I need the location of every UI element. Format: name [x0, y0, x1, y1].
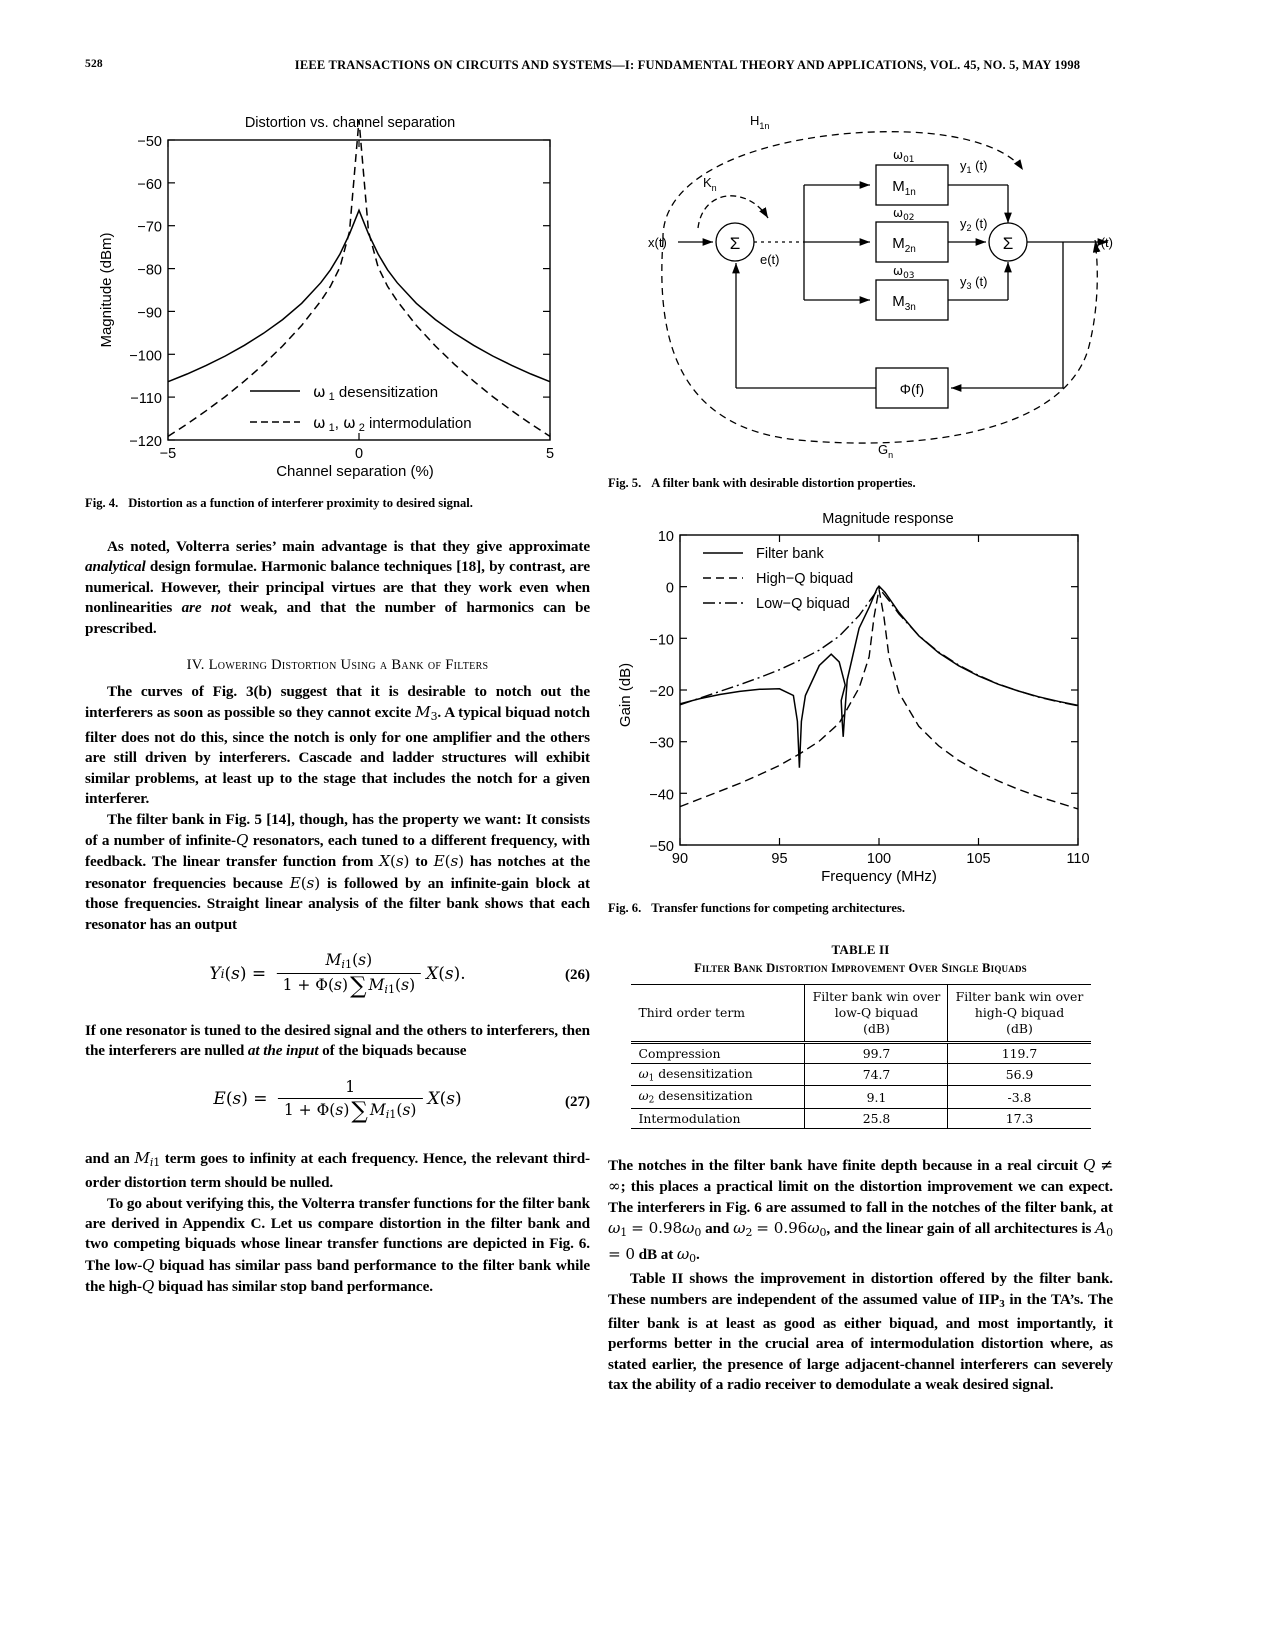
svg-text:−100: −100: [129, 348, 162, 365]
table-2-cell-lowq-1: 74.7: [805, 1064, 948, 1086]
journal-title: IEEE TRANSACTIONS ON CIRCUITS AND SYSTEMS—I: FUNDAMENTAL THEORY AND APPLICATIONS, VOL. 45, NO. 5, MAY 1998: [294, 58, 1081, 72]
fig6-series-low-q-biquad: [680, 588, 1078, 706]
svg-text:−50: −50: [649, 839, 674, 855]
table-2-header-high-q-l3: (dB): [1006, 1021, 1033, 1036]
fig4-ylabel: Magnitude (dBm): [98, 232, 115, 348]
fig5-label-y3: $y_3$ (t): [960, 274, 988, 291]
fig5-label-h1n: $H_{1n}$: [750, 113, 770, 131]
table-2-cell-highq-2: -3.8: [948, 1086, 1091, 1108]
table-2-cell-term-0: Compression: [631, 1043, 805, 1064]
table-2-header-low-q-l3: (dB): [863, 1021, 890, 1036]
fig6-xlabel: Frequency (MHz): [821, 868, 937, 885]
fig6-y-ticks: [680, 535, 1078, 845]
fig4-title: Distortion vs. channel separation: [244, 115, 456, 131]
svg-text:−120: −120: [129, 434, 162, 450]
svg-text:−90: −90: [137, 305, 162, 322]
fig5-block-m2n: [876, 222, 948, 262]
paragraph-5: and an $M_{i1}$ term goes to infinity at each frequency. Hence, the relevant third-order distortion term should be nulled.: [85, 1148, 590, 1192]
fig5-label-w02: $\omega_{02}$: [893, 206, 915, 223]
svg-text:0: 0: [354, 446, 364, 462]
svg-text:−40: −40: [649, 787, 674, 804]
svg-text:−80: −80: [137, 262, 162, 279]
fig6-x-ticklabels: [672, 851, 1090, 867]
svg-text:95: 95: [771, 851, 788, 867]
svg-text:−20: −20: [649, 684, 674, 700]
fig4-legend: [250, 383, 472, 434]
table-2: [631, 984, 1091, 1129]
table-2-header-low-q: [805, 985, 948, 1043]
table-2-cell-term-2: $\omega_2$ desensitization: [631, 1086, 805, 1108]
fig6-plot-frame: [680, 535, 1078, 845]
fig4-caption: [85, 495, 590, 511]
svg-text:−70: −70: [137, 219, 162, 236]
svg-text:5: 5: [545, 446, 555, 462]
fig6-caption-text: Transfer functions for competing architectures.: [651, 901, 906, 915]
paragraph-3: The filter bank in Fig. 5 [14], though, has the property we want: It consists of a number of infinite-Q resonators, each tuned to a different frequency, with feedback. The linear transfer function from X(s) to E(s) has notches at the resonator frequencies because E(s) is followed by an infinite-gain block at those frequencies. Straight linear analysis of the filter bank shows that each resonator has an output: [85, 810, 590, 933]
table-2-header-low-q-l1: Filter bank win over: [812, 989, 941, 1004]
fig5-sum-symbol-2: Σ: [1002, 234, 1014, 253]
table-2-cell-term-1: $\omega_1$ desensitization: [631, 1064, 805, 1086]
fig4-legend-label-1: ω $_1$ desensitization: [313, 383, 439, 403]
right-column: [608, 110, 1113, 1396]
table-2-header-low-q-l2: low-Q biquad: [834, 1005, 919, 1020]
table-row: [631, 1108, 1091, 1128]
fig6-series-filter-bank: [680, 586, 1078, 768]
fig6-title: Magnitude response: [822, 511, 954, 527]
table-2-cell-term-3: Intermodulation: [631, 1108, 805, 1128]
fig6-y-ticklabels: [649, 529, 674, 855]
paragraph-2: The curves of Fig. 3(b) suggest that it is desirable to notch out the interferers as soon as possible so they cannot excite $M_3$. A typical biquad notch filter does not do this, since the notch is only for one amplifier and the others are still driven by interferers. Cascade and ladder structures will exhibit similar problems, at least up to the stage that includes the notch for a given interferer.: [85, 683, 590, 808]
fig5-block-label-m2n: $M_{2n}$: [892, 235, 916, 255]
fig4-caption-text: Distortion as a function of interferer proximity to desired signal.: [128, 496, 473, 510]
fig6-legend-label-filter-bank: Filter bank: [756, 546, 824, 562]
table-2-header-row: [631, 985, 1091, 1043]
equation-27: [85, 1076, 590, 1134]
fig4-chart: [85, 110, 585, 480]
fig5-label-gn: $G_n$: [878, 442, 894, 460]
fig5-label-y1: $y_1$ (t): [960, 158, 988, 175]
svg-text:110: 110: [1066, 851, 1090, 867]
fig5-block-label-m1n: $M_{1n}$: [892, 178, 916, 198]
fig6-caption: [608, 900, 1113, 916]
svg-text:10: 10: [657, 529, 674, 545]
fig5-label-kn: $K_n$: [703, 175, 717, 193]
fig4-caption-label: Fig. 4.: [85, 496, 119, 510]
fig5-caption-text: A filter bank with desirable distortion properties.: [651, 476, 916, 490]
svg-text:−10: −10: [649, 632, 674, 649]
paragraph-8: Table II shows the improvement in distortion offered by the filter bank. These numbers are independent of the assumed value of $IIP_3$ in the TA’s. The filter bank is at least as good as either biquad, and most importantly, it performs better in the crucial area of intermodulation distortion where, as stated earlier, the presence of large adjacent-channel interferers can severely tax the ability of a radio receiver to demodulate a weak desired signal.: [608, 1270, 1113, 1394]
table-row: [631, 1043, 1091, 1064]
fig6-legend-label-low-q: Low−Q biquad: [756, 596, 850, 612]
equation-26: [85, 949, 590, 1007]
fig5-block-m1n: [876, 165, 948, 205]
fig5-label-xt: x(t): [648, 235, 667, 250]
svg-text:−60: −60: [137, 176, 162, 193]
fig4-legend-label-2: ω $_1$, ω $_2$ intermodulation: [313, 414, 472, 434]
figure-6: [608, 505, 1113, 916]
svg-text:−110: −110: [130, 391, 162, 408]
svg-text:−5: −5: [159, 446, 177, 462]
fig4-xlabel: Channel separation (%): [276, 463, 434, 480]
table-2-cell-highq-1: 56.9: [948, 1064, 1091, 1086]
svg-text:100: 100: [866, 851, 892, 867]
table-2-cell-lowq-2: 9.1: [805, 1086, 948, 1108]
table-2-block: [608, 942, 1113, 1129]
fig4-x-ticklabels: [160, 446, 554, 462]
svg-text:−50: −50: [137, 134, 162, 150]
svg-text:0: 0: [665, 580, 674, 597]
svg-text:105: 105: [966, 851, 991, 867]
table-2-cell-highq-0: 119.7: [948, 1043, 1091, 1064]
table-2-subtitle: Filter Bank Distortion Improvement Over Single Biquads: [694, 961, 1027, 975]
svg-text:90: 90: [671, 851, 689, 867]
section-heading-4: IV. Lowering Distortion Using a Bank of Filters: [186, 657, 489, 674]
equation-26-number: (26): [565, 966, 590, 983]
figure-5: [608, 110, 1113, 491]
paragraph-1: As noted, Volterra series’ main advantage is that they give approximate analytical design formulae. Harmonic balance techniques [18], by contrast, are numerical. However, their principal virtues are that they work even when nonlinearities are not weak, and that the number of harmonics can be prescribed.: [85, 538, 590, 637]
table-2-cell-highq-3: 17.3: [948, 1108, 1091, 1128]
paragraph-7: The notches in the filter bank have finite depth because in a real circuit Q ≠ ∞; this places a practical limit on the distortion improvement we can expect. The interferers in Fig. 6 are assumed to fall in the notches of the filter bank, at $\omega_1 = 0.98\omega_0$ and $\omega_2 = 0.96\omega_0$, and the linear gain of all architectures is $A_0 = 0$ dB at $\omega_0$.: [608, 1155, 1113, 1265]
fig6-ylabel: Gain (dB): [617, 662, 634, 728]
page-folio: 528: [85, 58, 103, 70]
fig5-label-w03: $\omega_{03}$: [893, 264, 915, 281]
fig6-series-high-q-biquad: [680, 589, 1078, 809]
fig5-block-diagram: [608, 110, 1113, 460]
fig5-sum-symbol-1: Σ: [729, 234, 741, 253]
table-2-cell-lowq-0: 99.7: [805, 1043, 948, 1064]
fig5-label-yt: y(t): [1094, 235, 1113, 250]
fig5-caption: [608, 475, 1113, 491]
svg-text:−30: −30: [649, 735, 674, 752]
fig5-label-y2: $y_2$ (t): [960, 216, 988, 233]
table-2-header-high-q: [948, 985, 1091, 1043]
fig5-gn-loop: [662, 240, 1097, 443]
fig4-series-desensitization: [168, 210, 550, 381]
equation-27-number: (27): [565, 1093, 590, 1110]
equation-26-body: Y i ( s ) = $\frac{M_{i1}(s)}{1 + \Phi(s)\sum M_{i1}(s)}$ X ( s ).: [209, 950, 466, 1000]
paragraph-6: To go about verifying this, the Volterra transfer functions for the filter bank are derived in Appendix C. Let us compare distortion in the filter bank and two competing biquads whose linear transfer functions are depicted in Fig. 6. The low-Q biquad has similar pass band performance to the filter bank while the high-Q biquad has similar stop band performance.: [85, 1194, 590, 1296]
fig6-caption-label: Fig. 6.: [608, 901, 642, 915]
paragraph-4: If one resonator is tuned to the desired signal and the others to interferers, then the interferers are nulled at the input of the biquads because: [85, 1021, 590, 1060]
figure-4: [85, 110, 590, 511]
fig5-block-label-phi: Φ(f): [899, 381, 925, 397]
fig5-label-et: e(t): [760, 252, 780, 267]
equation-27-body: E ( s ) = $\frac{1}{1 + \Phi(s)\sum M_{i1}(s)}$ X ( s ): [213, 1077, 462, 1124]
fig6-chart: [608, 505, 1113, 885]
fig6-x-ticks: [680, 535, 1078, 845]
fig6-legend: [703, 546, 853, 612]
table-2-header-term: Third order term: [631, 985, 805, 1043]
fig5-caption-label: Fig. 5.: [608, 476, 642, 490]
table-row: [631, 1086, 1091, 1108]
fig5-block-m3n: [876, 280, 948, 320]
fig5-label-w01: $\omega_{01}$: [893, 148, 915, 165]
table-2-cell-lowq-3: 25.8: [805, 1108, 948, 1128]
fig5-block-label-m3n: $M_{3n}$: [892, 293, 916, 313]
fig4-y-ticklabels: [129, 134, 162, 450]
fig6-legend-label-high-q: High−Q biquad: [756, 571, 854, 587]
left-column: [85, 110, 590, 1298]
table-row: [631, 1064, 1091, 1086]
table-2-title: TABLE II: [831, 942, 890, 957]
table-2-header-high-q-l1: Filter bank win over: [955, 989, 1084, 1004]
table-2-header-high-q-l2: high-Q biquad: [974, 1005, 1065, 1020]
